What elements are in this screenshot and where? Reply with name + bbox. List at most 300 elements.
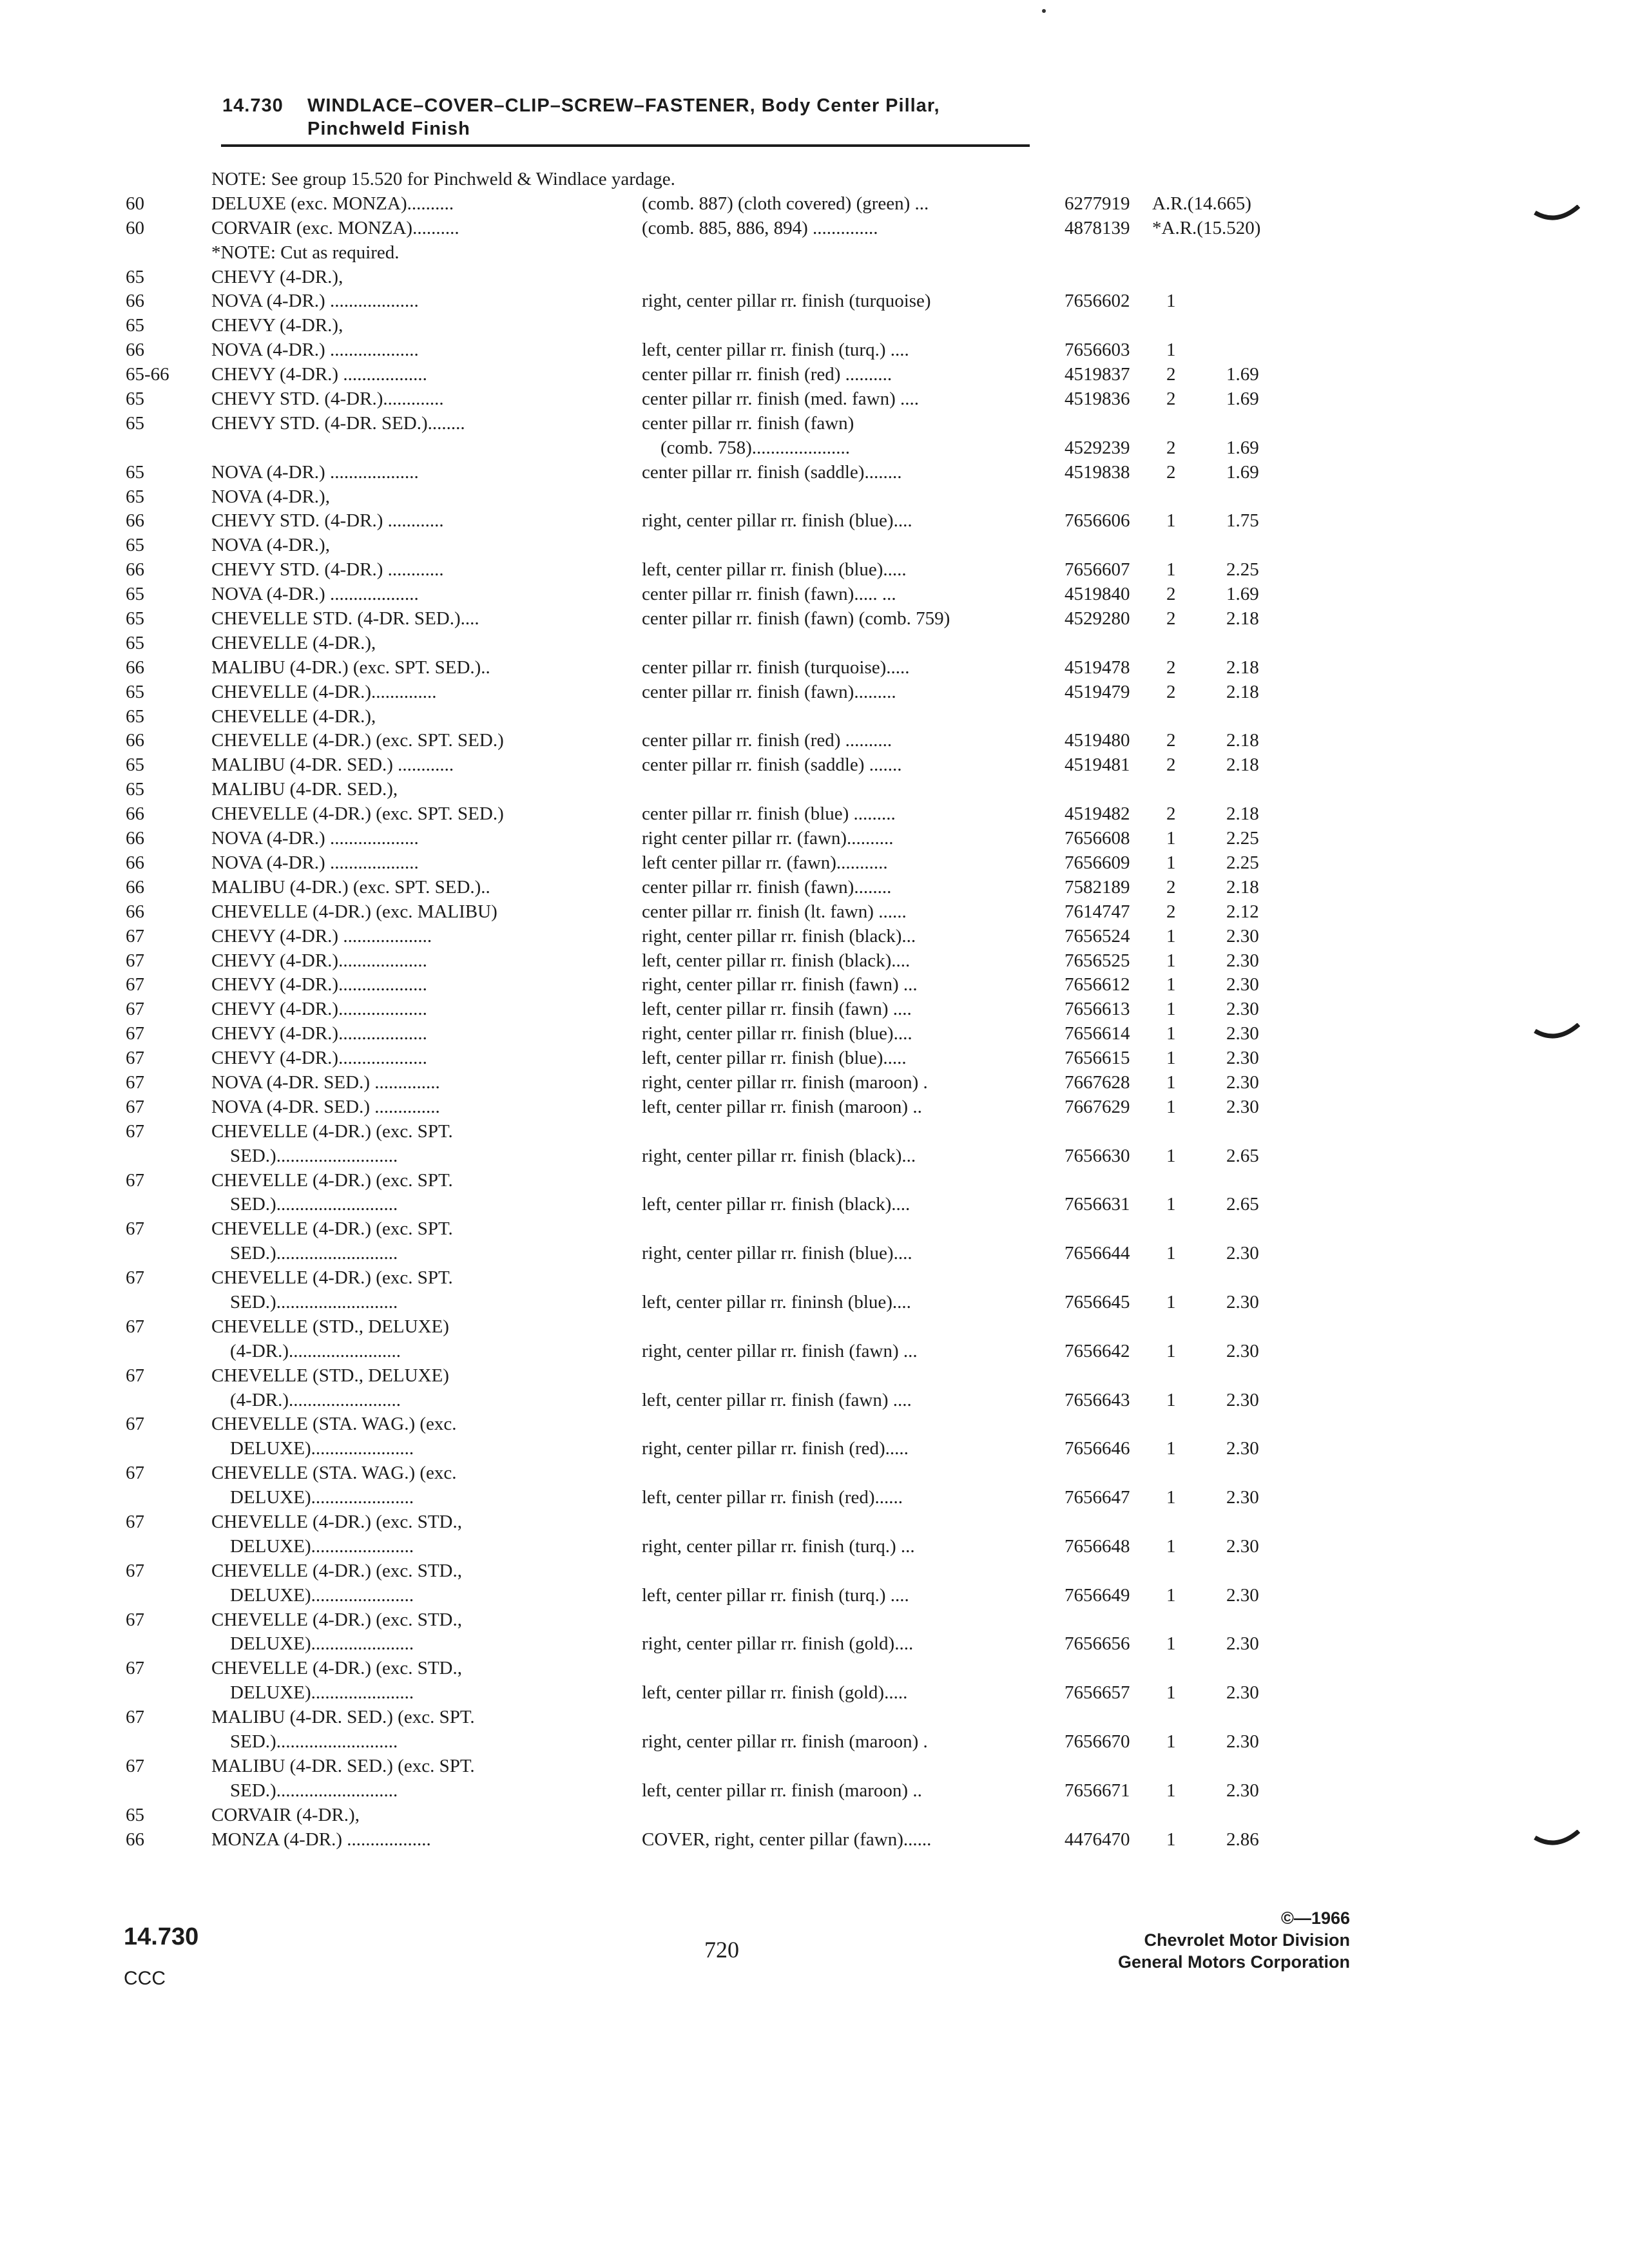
model-year: 67 [126,1755,144,1776]
binder-tab-mark-icon [1534,1830,1580,1849]
price: 2.65 [1226,1194,1259,1215]
price: 2.30 [1226,925,1259,947]
parts-row [0,1217,1629,1242]
model-year: 65 [126,461,144,483]
model-description: CHEVY (4-DR.) ................... [211,925,432,947]
part-number: 7656656 [1065,1633,1130,1655]
price: 2.30 [1226,1048,1259,1069]
parts-row [0,1584,1629,1608]
part-number: 4519838 [1065,461,1130,483]
model-year: 65 [126,706,144,727]
part-description: left, center pillar rr. finish (gold)..... [642,1682,908,1704]
parts-row [0,997,1629,1022]
part-description: center pillar rr. finish (saddle) ....... [642,754,902,776]
model-description: CHEVELLE (STA. WAG.) (exc. [211,1414,457,1435]
price: 2.30 [1226,999,1259,1020]
quantity: 1 [1166,1072,1176,1093]
part-description: (comb. 887) (cloth covered) (green) ... [642,193,929,214]
part-number: 7656643 [1065,1389,1130,1410]
parts-row [0,265,1629,290]
part-number: 7656602 [1065,291,1130,312]
part-number: 7656646 [1065,1438,1130,1459]
model-description: MALIBU (4-DR. SED.) ............ [211,754,454,776]
price: 2.30 [1226,1023,1259,1044]
part-description: (comb. 885, 886, 894) .............. [642,217,878,238]
quantity: 1 [1166,1535,1176,1557]
quantity: 1 [1166,1389,1176,1410]
quantity: 1 [1166,1682,1176,1704]
part-description: center pillar rr. finish (blue) ......... [642,803,896,825]
part-number: 4476470 [1065,1829,1130,1850]
part-description: COVER, right, center pillar (fawn)...... [642,1829,932,1850]
parts-row [0,1437,1629,1461]
model-description: CHEVY STD. (4-DR.)............. [211,389,444,410]
part-description: right, center pillar rr. finish (maroon) . [642,1072,928,1093]
model-year: 66 [126,1829,144,1850]
parts-row [0,705,1629,729]
price: 2.30 [1226,1389,1259,1410]
part-description: center pillar rr. finish (red) .......... [642,730,892,751]
quantity: 1 [1166,1438,1176,1459]
parts-row [0,827,1629,851]
model-year: 66 [126,828,144,849]
part-description: left, center pillar rr. finish (red)...... [642,1487,903,1508]
price: 1.69 [1226,389,1259,410]
quantity: 1 [1166,1780,1176,1801]
model-description: MALIBU (4-DR. SED.) (exc. SPT. [211,1755,475,1776]
model-description: NOVA (4-DR. SED.) .............. [211,1072,440,1093]
model-year: 66 [126,291,144,312]
model-year: 67 [126,1658,144,1679]
model-year: 67 [126,1316,144,1337]
part-number: 4519836 [1065,389,1130,410]
price: 2.25 [1226,852,1259,873]
parts-row [0,729,1629,753]
part-number: 7656525 [1065,950,1130,971]
part-description: left, center pillar rr. finish (turq.) .... [642,340,909,361]
part-description: center pillar rr. finish (fawn) (comb. 759) [642,608,950,629]
parts-row [0,533,1629,558]
part-description: left, center pillar rr. finish (fawn) .... [642,1389,912,1410]
model-description: SED.).......................... [211,1291,398,1312]
model-year: 65 [126,266,144,287]
model-year: 66 [126,803,144,825]
price: 2.12 [1226,901,1259,922]
part-description: right, center pillar rr. finish (turquoise) [642,291,931,312]
model-year: 67 [126,925,144,947]
parts-row [0,1120,1629,1144]
model-description: DELUXE)...................... [211,1682,414,1704]
part-description: center pillar rr. finish (fawn) [642,412,854,434]
model-description: CHEVELLE (STD., DELUXE) [211,1365,449,1386]
quantity: 2 [1166,730,1176,751]
parts-row [0,363,1629,387]
footer-code: CCC [124,1968,166,1989]
part-description: right, center pillar rr. finish (black)... [642,925,916,947]
parts-row [0,1169,1629,1193]
quantity: 1 [1166,1340,1176,1361]
quantity: 2 [1166,754,1176,776]
model-description: CORVAIR (exc. MONZA).......... [211,217,459,238]
model-year: 65 [126,779,144,800]
model-year: 65 [126,632,144,653]
part-number: 7582189 [1065,876,1130,898]
model-description: CHEVELLE (4-DR.) (exc. SPT. [211,1120,453,1142]
part-number: 7656645 [1065,1291,1130,1312]
division-name: Chevrolet Motor Division [1144,1930,1350,1950]
parts-row [0,1242,1629,1266]
quantity: 1 [1166,1194,1176,1215]
quantity: 1 [1166,1048,1176,1069]
price: 2.30 [1226,1780,1259,1801]
model-description: CHEVELLE (STD., DELUXE) [211,1316,449,1337]
parts-row [0,338,1629,363]
parts-row [0,1486,1629,1510]
model-year: 66 [126,559,144,581]
price: 1.75 [1226,510,1259,532]
model-description: CHEVY (4-DR.), [211,266,343,287]
price: 2.30 [1226,974,1259,995]
price: 2.65 [1226,1145,1259,1166]
quantity: 1 [1166,1243,1176,1264]
model-description: NOVA (4-DR.) ................... [211,461,419,483]
part-number: 4519479 [1065,681,1130,702]
model-year: 67 [126,1463,144,1484]
parts-row [0,1657,1629,1681]
part-number: 7656615 [1065,1048,1130,1069]
quantity: 2 [1166,657,1176,678]
part-description: right, center pillar rr. finish (black)... [642,1145,916,1166]
parts-row [0,1828,1629,1852]
quantity: 1 [1166,999,1176,1020]
part-number: 7656608 [1065,828,1130,849]
model-description: NOVA (4-DR.) ................... [211,291,419,312]
price: 2.25 [1226,559,1259,581]
parts-row [0,1193,1629,1217]
parts-row [0,1095,1629,1120]
model-year: 67 [126,999,144,1020]
model-description: CHEVY (4-DR.)................... [211,974,427,995]
quantity: 2 [1166,681,1176,702]
footer-publisher [1118,1907,1350,1973]
parts-row [0,607,1629,631]
price: 1.69 [1226,364,1259,385]
header-rule [221,144,1030,147]
price: 2.18 [1226,730,1259,751]
part-number: 4519480 [1065,730,1130,751]
model-description: CHEVELLE (4-DR.) (exc. STD., [211,1609,462,1630]
part-description: right, center pillar rr. finish (fawn) ... [642,1340,918,1361]
part-description: right, center pillar rr. finish (blue).... [642,1243,912,1264]
part-description: left center pillar rr. (fawn)........... [642,852,888,873]
model-year: 65 [126,315,144,336]
quantity: 1 [1166,925,1176,947]
footer-left [124,1923,198,1990]
part-description: left, center pillar rr. finish (black).... [642,950,911,971]
model-year: 66 [126,340,144,361]
parts-row [0,1266,1629,1291]
price: 2.30 [1226,1340,1259,1361]
price: 2.30 [1226,950,1259,971]
quantity: 1 [1166,291,1176,312]
part-description: right, center pillar rr. finish (fawn) ... [642,974,918,995]
part-number: 7656657 [1065,1682,1130,1704]
model-year: 67 [126,1609,144,1630]
model-description: CHEVELLE (4-DR.) (exc. STD., [211,1511,462,1532]
note-row [0,241,1629,265]
part-number: 7656644 [1065,1243,1130,1264]
model-year: 65 [126,681,144,702]
price: 2.30 [1226,1682,1259,1704]
model-description: CHEVELLE (4-DR.).............. [211,681,437,702]
quantity: 2 [1166,364,1176,385]
model-description: CHEVELLE (4-DR.) (exc. SPT. [211,1169,453,1191]
parts-row [0,851,1629,876]
model-year: 65 [126,584,144,605]
model-year: 66 [126,901,144,922]
section-subtitle: Pinchweld Finish [307,119,470,139]
model-description: CHEVY (4-DR.)................... [211,1023,427,1044]
price: 2.86 [1226,1829,1259,1850]
part-number: 4529280 [1065,608,1130,629]
price: 2.18 [1226,876,1259,898]
part-number: 7656613 [1065,999,1130,1020]
model-description: CHEVELLE (4-DR.), [211,632,376,653]
parts-row [0,1364,1629,1389]
model-description: CHEVELLE (4-DR.) (exc. SPT. SED.) [211,803,504,825]
parts-row [0,582,1629,607]
part-number: 7656670 [1065,1731,1130,1752]
parts-row [0,461,1629,485]
parts-row [0,509,1629,533]
model-year: 67 [126,1072,144,1093]
model-year: 67 [126,974,144,995]
parts-row [0,1535,1629,1559]
model-description: (4-DR.)........................ [211,1389,401,1410]
model-description: MALIBU (4-DR. SED.) (exc. SPT. [211,1707,475,1728]
note-text: *NOTE: Cut as required. [211,242,400,263]
price: 2.30 [1226,1584,1259,1606]
price: 2.30 [1226,1731,1259,1752]
part-description: right center pillar rr. (fawn).......... [642,828,894,849]
parts-row [0,1803,1629,1828]
parts-row [0,1340,1629,1364]
model-description: CHEVELLE (4-DR.), [211,706,376,727]
model-year: 65 [126,754,144,776]
parts-row [0,1608,1629,1633]
parts-row [0,973,1629,997]
part-description: left, center pillar rr. finish (black).... [642,1194,911,1215]
note-text: NOTE: See group 15.520 for Pinchweld & Windlace yardage. [211,169,675,189]
part-description: left, center pillar rr. finish (maroon) .. [642,1096,922,1117]
model-year: 67 [126,1365,144,1386]
model-description: CHEVY STD. (4-DR.) ............ [211,510,444,532]
model-description: CHEVY STD. (4-DR.) ............ [211,559,444,581]
model-description: DELUXE (exc. MONZA).......... [211,193,454,214]
part-description: center pillar rr. finish (fawn)..... ... [642,584,896,605]
part-number: 7667629 [1065,1096,1130,1117]
binder-tab-mark-icon [1534,205,1580,224]
price: 2.18 [1226,803,1259,825]
part-number: 7656630 [1065,1145,1130,1166]
part-description: left, center pillar rr. finish (turq.) .... [642,1584,909,1606]
model-year: 67 [126,1048,144,1069]
model-description: CHEVY (4-DR.), [211,315,343,336]
part-number: 4519482 [1065,803,1130,825]
model-description: DELUXE)...................... [211,1633,414,1655]
price: 2.30 [1226,1096,1259,1117]
part-description: right, center pillar rr. finish (gold).... [642,1633,914,1655]
model-year: 65 [126,389,144,410]
model-description: CHEVY STD. (4-DR. SED.)........ [211,412,465,434]
quantity: 2 [1166,876,1176,898]
part-number: 7656607 [1065,559,1130,581]
price: 2.30 [1226,1633,1259,1655]
parts-row [0,289,1629,314]
model-description: SED.).......................... [211,1194,398,1215]
part-description: right, center pillar rr. finish (red)..... [642,1438,909,1459]
model-description: SED.).......................... [211,1780,398,1801]
parts-row [0,656,1629,680]
parts-row [0,1315,1629,1340]
parts-row [0,802,1629,827]
model-year: 65 [126,412,144,434]
parts-row [0,216,1629,241]
model-year: 66 [126,876,144,898]
model-description: NOVA (4-DR.), [211,535,330,556]
price: 2.30 [1226,1243,1259,1264]
quantity: 1 [1166,1145,1176,1166]
model-description: NOVA (4-DR.), [211,486,330,507]
model-year: 67 [126,1560,144,1581]
quantity: 1 [1166,1731,1176,1752]
price: 1.69 [1226,461,1259,483]
part-description: left, center pillar rr. fininsh (blue).... [642,1291,911,1312]
parts-row [0,1046,1629,1071]
quantity: 2 [1166,584,1176,605]
part-number: 7656524 [1065,925,1130,947]
model-description: MONZA (4-DR.) .................. [211,1829,431,1850]
quantity: 1 [1166,1829,1176,1850]
model-description: SED.).......................... [211,1731,398,1752]
part-number: 7656671 [1065,1780,1130,1801]
parts-row [0,753,1629,778]
part-description: right, center pillar rr. finish (blue).... [642,1023,912,1044]
parts-row [0,1681,1629,1706]
quantity: 2 [1166,901,1176,922]
model-description: NOVA (4-DR.) ................... [211,340,419,361]
part-number: 7614747 [1065,901,1130,922]
model-description: MALIBU (4-DR. SED.), [211,779,398,800]
parts-row [0,1779,1629,1803]
part-number: 7656648 [1065,1535,1130,1557]
part-description: center pillar rr. finish (red) .......... [642,364,892,385]
parts-row [0,485,1629,510]
model-description: CHEVY (4-DR.)................... [211,950,427,971]
part-number: 7667628 [1065,1072,1130,1093]
model-year: 66 [126,657,144,678]
quantity: 1 [1166,1291,1176,1312]
parts-row [0,876,1629,900]
model-description: SED.).......................... [211,1243,398,1264]
copyright: ©—1966 [1281,1908,1350,1928]
model-description: SED.).......................... [211,1145,398,1166]
parts-row [0,1730,1629,1754]
quantity: 1 [1166,828,1176,849]
quantity: 1 [1166,950,1176,971]
model-description: CHEVELLE (4-DR.) (exc. STD., [211,1560,462,1581]
model-year: 66 [126,510,144,532]
parts-row [0,1144,1629,1169]
parts-row [0,680,1629,705]
section-title: WINDLACE–COVER–CLIP–SCREW–FASTENER, Body Center Pillar, [307,95,940,116]
page-number: 720 [704,1937,739,1963]
model-description: NOVA (4-DR.) ................... [211,852,419,873]
model-description: CHEVELLE STD. (4-DR. SED.).... [211,608,479,629]
parts-row [0,412,1629,436]
model-year: 67 [126,1120,144,1142]
price: 2.18 [1226,681,1259,702]
model-year: 67 [126,1511,144,1532]
model-description: CHEVELLE (4-DR.) (exc. SPT. [211,1218,453,1240]
part-description: right, center pillar rr. finish (turq.) ... [642,1535,915,1557]
price: 2.18 [1226,754,1259,776]
model-description: MALIBU (4-DR.) (exc. SPT. SED.).. [211,657,490,678]
quantity: 2 [1166,461,1176,483]
part-description: left, center pillar rr. finish (blue)..... [642,1048,907,1069]
part-number: 6277919 [1065,193,1130,214]
price: 1.69 [1226,584,1259,605]
price: 2.30 [1226,1291,1259,1312]
model-description: DELUXE)...................... [211,1438,414,1459]
parts-row [0,192,1629,216]
model-description: MALIBU (4-DR.) (exc. SPT. SED.).. [211,876,490,898]
parts-row [0,631,1629,656]
model-description: CHEVELLE (4-DR.) (exc. SPT. SED.) [211,730,504,751]
part-description: center pillar rr. finish (med. fawn) .... [642,389,920,410]
part-description: (comb. 758)..................... [642,437,850,458]
model-description: CORVAIR (4-DR.), [211,1804,360,1825]
part-number: 7656603 [1065,340,1130,361]
model-description: DELUXE)...................... [211,1487,414,1508]
model-year: 67 [126,1707,144,1728]
parts-row [0,1754,1629,1779]
part-description: right, center pillar rr. finish (maroon) . [642,1731,928,1752]
parts-row [0,925,1629,949]
price: 2.30 [1226,1438,1259,1459]
model-description: DELUXE)...................... [211,1535,414,1557]
model-year: 65 [126,608,144,629]
model-description: DELUXE)...................... [211,1584,414,1606]
part-description: left, center pillar rr. finsih (fawn) .... [642,999,912,1020]
price: 2.18 [1226,608,1259,629]
model-year: 67 [126,1023,144,1044]
note-row [0,168,1629,192]
quantity: 1 [1166,510,1176,532]
parts-row [0,900,1629,925]
parts-row [0,1071,1629,1095]
parts-row [0,1461,1629,1486]
parts-row [0,1022,1629,1046]
part-description: center pillar rr. finish (saddle)........ [642,461,902,483]
model-year: 66 [126,852,144,873]
model-description: CHEVELLE (4-DR.) (exc. STD., [211,1658,462,1679]
price: 2.30 [1226,1072,1259,1093]
model-description: CHEVY (4-DR.) .................. [211,364,427,385]
model-year: 67 [126,1218,144,1240]
footer-section-number: 14.730 [124,1923,199,1950]
part-number: 7656647 [1065,1487,1130,1508]
